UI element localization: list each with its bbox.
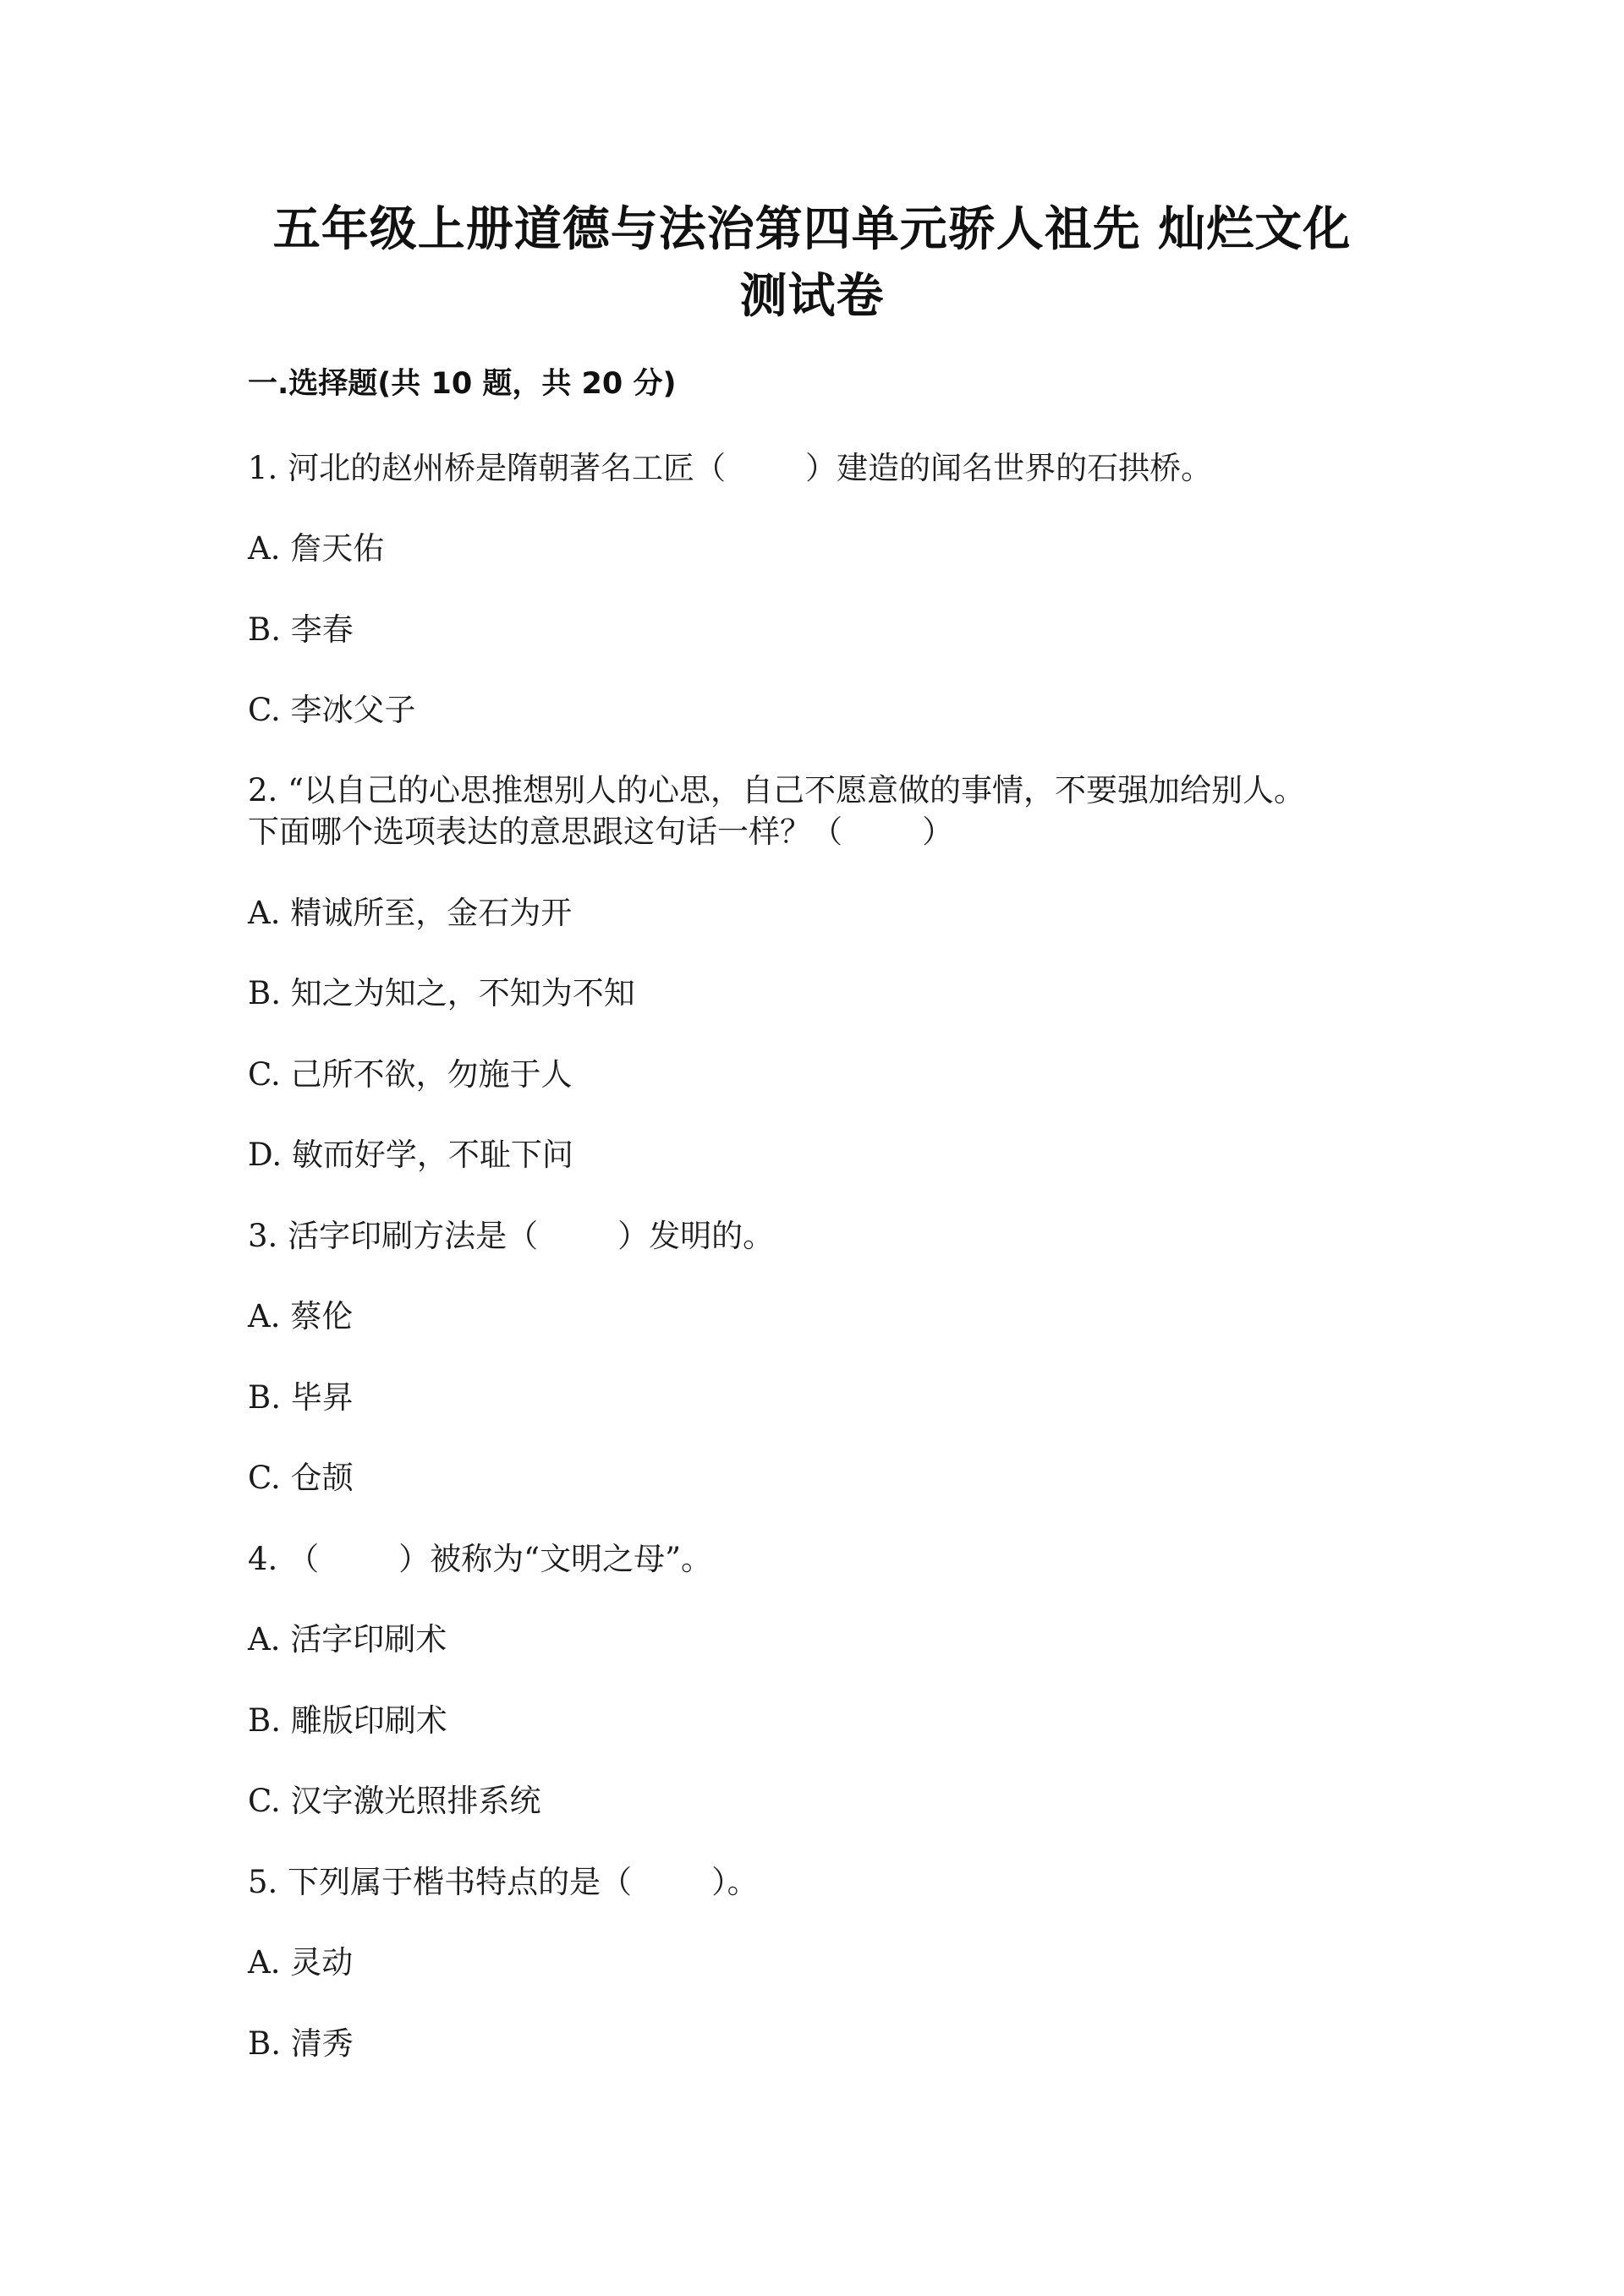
question-4-option-b: B. 雕版印刷术 (248, 1702, 447, 1739)
question-1-option-a: A. 詹天佑 (248, 530, 385, 567)
question-2-stem: 2. “以自己的心思推想别人的心思，自己不愿意做的事情，不要强加给别人。 (248, 772, 1305, 808)
question-3-option-b: B. 毕昇 (248, 1379, 354, 1416)
question-5-option-a: A. 灵动 (248, 1944, 354, 1981)
question-1-stem: 1. 河北的赵州桥是隋朝著名工匠（ ）建造的闻名世界的石拱桥。 (248, 450, 1213, 486)
question-3-option-a: A. 蔡伦 (248, 1298, 354, 1334)
question-2-option-b: B. 知之为知之，不知为不知 (248, 975, 635, 1011)
question-4-option-a: A. 活字印刷术 (248, 1621, 447, 1658)
question-3-option-c: C. 仓颉 (248, 1460, 354, 1496)
question-2-option-a: A. 精诚所至，金石为开 (248, 895, 573, 931)
question-3-stem: 3. 活字印刷方法是（ ）发明的。 (248, 1218, 775, 1254)
question-2-option-c: C. 己所不欲，勿施于人 (248, 1056, 573, 1093)
document-title-line-2: 测试卷 (739, 269, 885, 324)
question-4-stem: 4. （ ）被称为“文明之母”。 (248, 1541, 712, 1577)
question-2-stem-continued: 下面哪个选项表达的意思跟这句话一样？（ ） (248, 814, 954, 850)
question-4-option-c: C. 汉字激光照排系统 (248, 1783, 541, 1819)
question-1-option-c: C. 李冰父子 (248, 692, 416, 728)
question-5-stem: 5. 下列属于楷书特点的是（ ）。 (248, 1864, 759, 1900)
question-1-option-b: B. 李春 (248, 611, 354, 648)
question-2-option-d: D. 敏而好学，不耻下问 (248, 1137, 573, 1173)
document-title-line-1: 五年级上册道德与法治第四单元骄人祖先 灿烂文化 (272, 202, 1352, 257)
question-5-option-b: B. 清秀 (248, 2025, 354, 2062)
section-heading: 一.选择题(共 10 题，共 20 分) (248, 367, 677, 401)
